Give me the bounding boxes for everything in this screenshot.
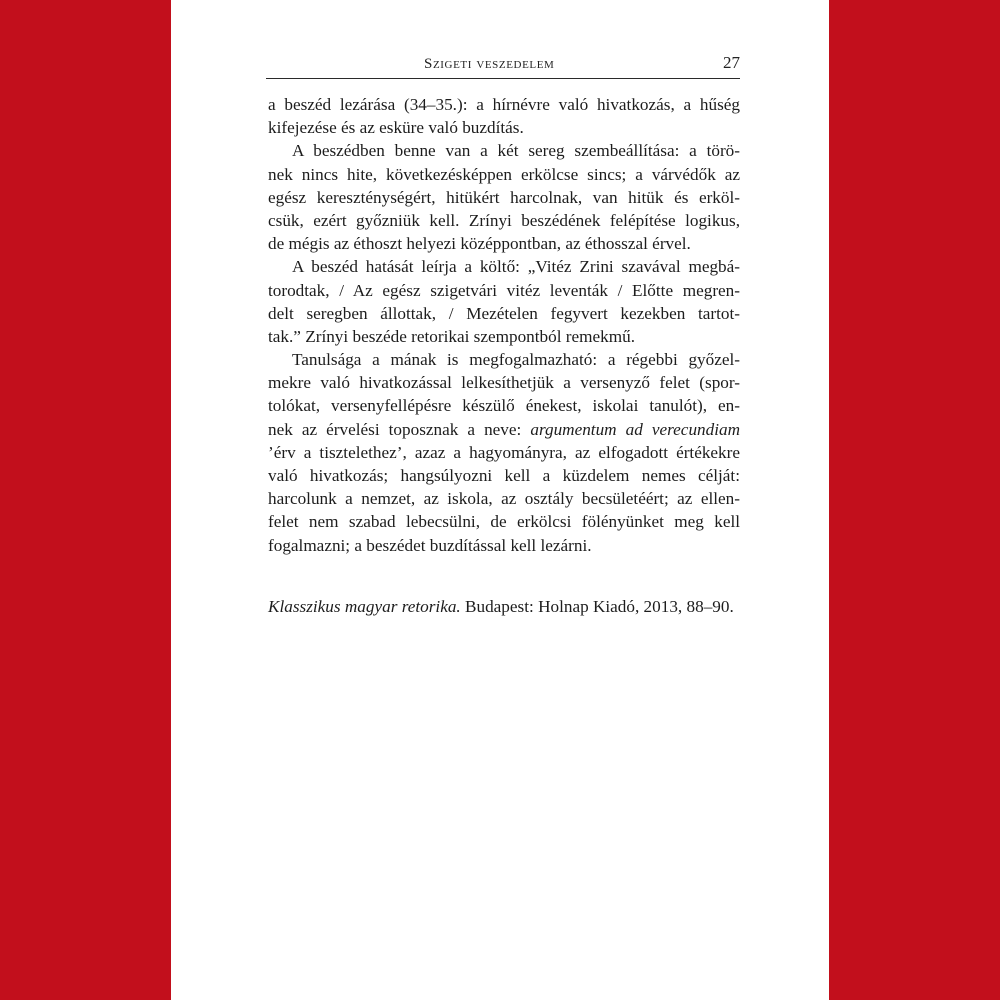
text-line: egész kereszténységért, hitükért harcolnak, van hitük és erköl- [268, 187, 740, 207]
text-line: ’érv a tisztelethez’, azaz a hagyományra, az elfogadott értékekre [268, 442, 740, 462]
text-line: tak.” Zrínyi beszéde retorikai szempontból remekmű. [268, 326, 636, 346]
text-line: harcolunk a nemzet, az iskola, az osztály becsületéért; az ellen- [268, 489, 740, 509]
text-line: a beszéd lezárása (34–35.): a hírnévre való hivatkozás, a hűség [268, 95, 740, 114]
text-line: csük, ezért győzniük kell. Zrínyi beszédének felépítése logikus, [268, 210, 740, 230]
text-line: de mégis az éthoszt helyezi középpontban, az éthosszal érvel. [268, 234, 691, 254]
text-line: Tanulsága a mának is megfogalmazható: a régebbi győzel- [292, 350, 740, 370]
text-line: mekre való hivatkozással lelkesíthetjük a versenyző felet (spor- [268, 373, 740, 393]
text-line: kifejezése és az esküre való buzdítás. [268, 118, 524, 138]
citation-title: Klasszikus magyar retorika. [268, 597, 461, 616]
text-line: delt seregben állottak, / Mezételen fegyvert kezekben tartot- [268, 303, 740, 323]
latin-term: argumentum ad verecundiam [530, 419, 740, 439]
book-page [171, 0, 829, 1000]
body-text [268, 93, 740, 557]
text-line: A beszéd hatását leírja a költő: „Vitéz Zrini szavával megbá- [292, 257, 740, 277]
text-line: fogalmazni; a beszédet buzdítással kell lezárni. [268, 535, 592, 555]
running-header [266, 52, 740, 79]
text-line: való hivatkozás; hangsúlyozni kell a küzdelem nemes célját: [268, 466, 740, 485]
text-line: felet nem szabad lebecsülni, de erkölcsi fölényünket meg kell [268, 512, 740, 532]
text-line [268, 418, 740, 441]
running-title: Szigeti veszedelem [424, 56, 555, 72]
text-line: torodtak, / Az egész szigetvári vitéz leventák / Előtte megren- [268, 280, 740, 300]
citation-details: Budapest: Holnap Kiadó, 2013, 88–90. [460, 597, 734, 616]
text-line: A beszédben benne van a két sereg szembeállítása: a törö- [292, 141, 740, 161]
text-line: nek nincs hite, következésképpen erkölcse sincs; a várvédők az [268, 164, 740, 184]
source-citation [268, 595, 734, 618]
text-line: tolókat, versenyfellépésre készülő énekest, iskolai tanulót), en- [268, 396, 740, 416]
text-line-plain: nek az érvelési toposznak a neve: [268, 419, 531, 439]
page-number: 27 [723, 53, 740, 72]
